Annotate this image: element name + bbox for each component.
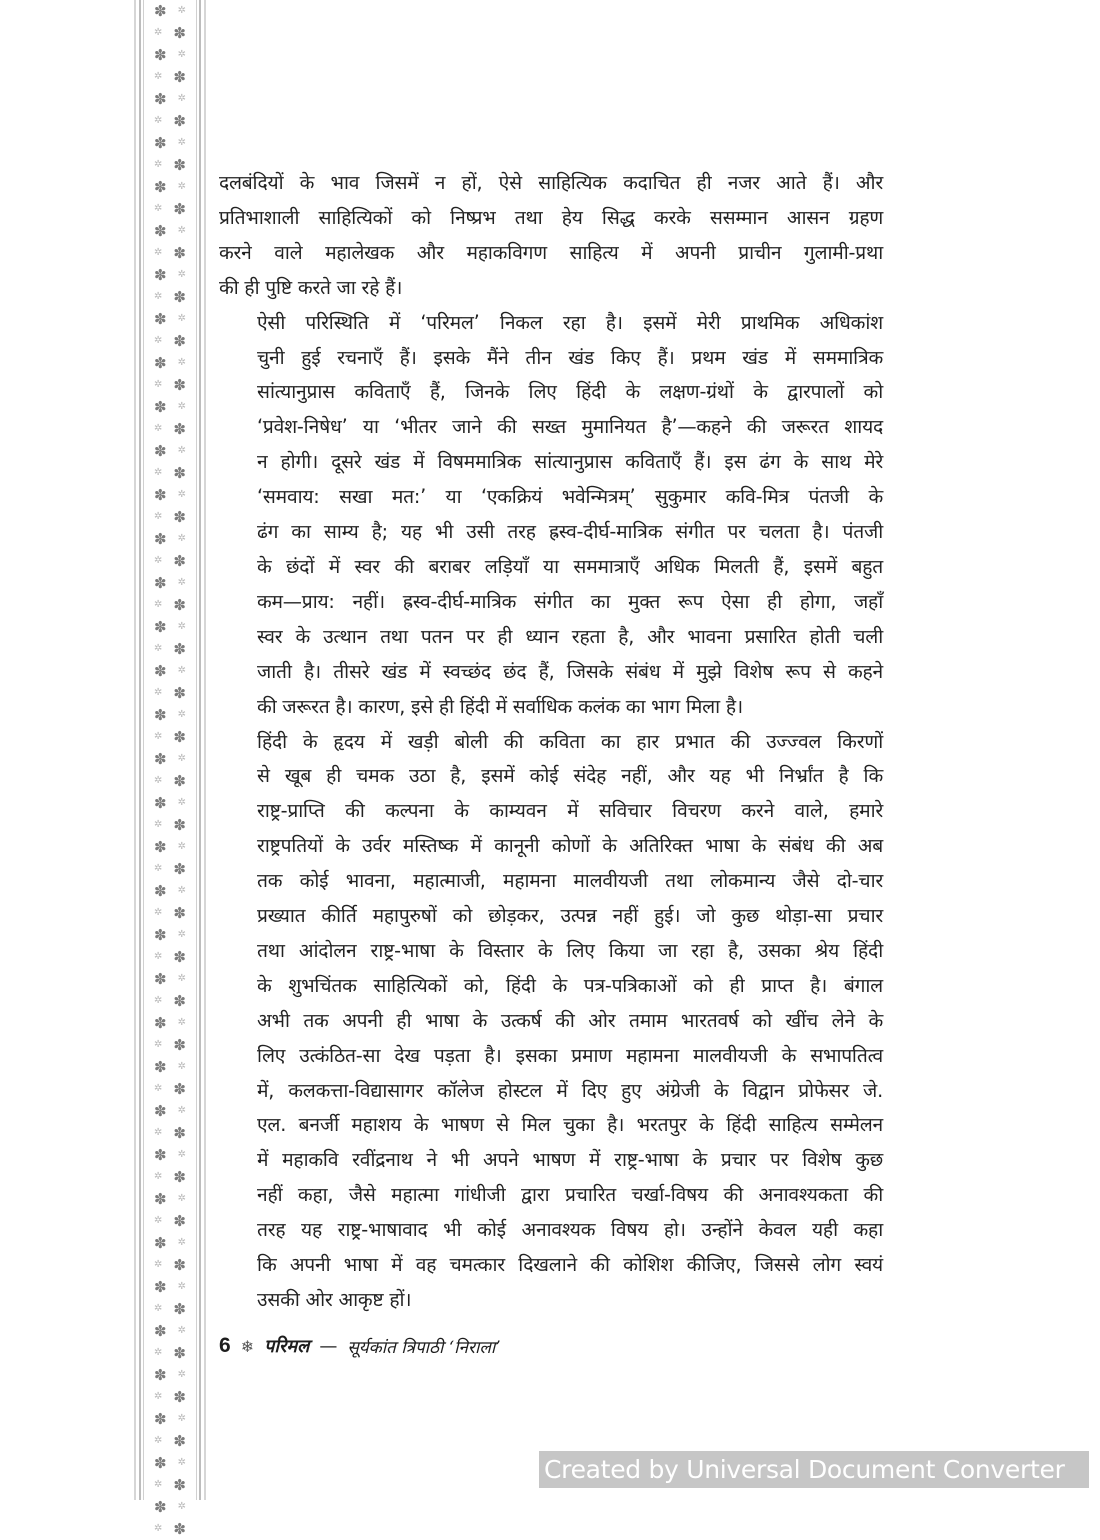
flower-ornament-icon: ✲ <box>154 1171 163 1182</box>
flower-ornament-icon: ✽ <box>173 596 186 614</box>
flower-ornament-icon: ✲ <box>154 731 163 742</box>
flower-ornament-icon: ✽ <box>173 156 186 174</box>
ornament-row <box>148 616 192 638</box>
flower-ornament-icon: ✽ <box>173 640 186 658</box>
flower-ornament-icon: ✲ <box>177 577 186 588</box>
ornament-row <box>148 704 192 726</box>
text-line: ढंग का साम्य है; यह भी उसी तरह ह्रस्व-दीर्घ-मात्रिक संगीत पर चलता है। पंतजी <box>257 520 883 544</box>
flower-ornament-icon: ✲ <box>154 511 163 522</box>
text-line: राष्ट्रपतियों के उर्वर मस्तिष्क में कानूनी कोणों के अतिरिक्त भाषा के संबंध की अब <box>257 834 883 858</box>
flower-ornament-icon: ✽ <box>154 1454 167 1472</box>
text-line: ‘समवाय: सखा मत:’ या ‘एकक्रियं भवेन्मित्रम्’ सुकुमार कवि-मित्र पंतजी के <box>257 485 883 509</box>
text-line: प्रतिभाशाली साहित्यिकों को निष्प्रभ तथा हेय सिद्ध करके ससम्मान आसन ग्रहण <box>219 205 883 229</box>
flower-ornament-icon: ✲ <box>154 203 163 214</box>
flower-ornament-icon: ✽ <box>173 1168 186 1186</box>
author-name: सूर्यकांत त्रिपाठी ‘निराला’ <box>347 1337 501 1358</box>
flower-ornament-icon: ✽ <box>154 442 167 460</box>
flower-ornament-icon: ✲ <box>177 621 186 632</box>
ornament-row <box>148 1320 192 1342</box>
text-line: तक कोई भावना, महात्माजी, महामना मालवीयजी तथा लोकमान्य जैसे दो-चार <box>257 869 883 893</box>
flower-ornament-icon: ✽ <box>173 1124 186 1142</box>
ornament-row <box>148 528 192 550</box>
flower-ornament-icon: ✽ <box>173 1256 186 1274</box>
text-line: कि अपनी भाषा में वह चमत्कार दिखलाने की कोशिश कीजिए, जिससे लोग स्वयं <box>257 1253 883 1277</box>
flower-ornament-icon: ✽ <box>154 1014 167 1032</box>
flower-ornament-icon: ✲ <box>177 181 186 192</box>
border-rule <box>143 0 144 1500</box>
flower-ornament-icon: ✽ <box>173 772 186 790</box>
flower-ornament-icon: ✲ <box>177 49 186 60</box>
flower-ornament-icon: ✽ <box>173 332 186 350</box>
text-line: के शुभचिंतक साहित्यिकों को, हिंदी के पत्र-पत्रिकाओं को ही प्राप्त है। बंगाल <box>257 973 883 997</box>
flower-ornament-icon: ✽ <box>154 1366 167 1384</box>
flower-ornament-icon: ✽ <box>154 398 167 416</box>
flower-ornament-icon: ✲ <box>154 291 163 302</box>
flower-ornament-icon: ✽ <box>154 310 167 328</box>
ornament-row <box>148 902 192 924</box>
paragraph <box>219 306 883 725</box>
text-line: में महाकवि रवींद्रनाथ ने भी अपने भाषण में राष्ट्र-भाषा के प्रचार पर विशेष कुछ <box>257 1148 883 1172</box>
flower-ornament-icon: ✽ <box>173 552 186 570</box>
converter-watermark: Created by Universal Document Converter <box>539 1451 1089 1488</box>
ornament-row <box>148 198 192 220</box>
flower-ornament-icon: ✽ <box>154 222 167 240</box>
ornament-row <box>148 1408 192 1430</box>
text-line: तरह यह राष्ट्र-भाषावाद भी कोई अनावश्यक विषय हो। उन्होंने केवल यही कहा <box>257 1218 883 1242</box>
flower-ornament-icon: ✲ <box>177 1105 186 1116</box>
flower-ornament-icon: ✽ <box>154 970 167 988</box>
flower-ornament-icon: ✲ <box>154 1039 163 1050</box>
flower-ornament-icon: ✲ <box>154 115 163 126</box>
flower-ornament-icon: ✽ <box>154 1498 167 1516</box>
flower-ornament-icon: ✲ <box>177 753 186 764</box>
ornament-row <box>148 1474 192 1496</box>
flower-ornament-icon: ✲ <box>177 709 186 720</box>
ornament-row <box>148 946 192 968</box>
text-line: हिंदी के हृदय में खड़ी बोली की कविता का हार प्रभात की उज्ज्वल किरणों <box>257 729 883 753</box>
ornament-row <box>148 0 192 22</box>
flower-ornament-icon: ✲ <box>154 1479 163 1490</box>
text-line: ‘प्रवेश-निषेध’ या ‘भीतर जाने की सख्त मुमानियत है’—कहने की जरूरत शायद <box>257 415 883 439</box>
flower-ornament-icon: ✲ <box>177 1061 186 1072</box>
flower-ornament-icon: ✲ <box>154 907 163 918</box>
flower-ornament-icon: ✲ <box>154 951 163 962</box>
ornament-row <box>148 1364 192 1386</box>
ornament-row <box>148 638 192 660</box>
border-rule <box>196 0 197 1500</box>
ornament-row <box>148 858 192 880</box>
ornament-row <box>148 682 192 704</box>
ornament-row <box>148 1232 192 1254</box>
flower-ornament-icon: ✽ <box>154 178 167 196</box>
flower-ornament-icon: ✲ <box>177 1369 186 1380</box>
flower-ornament-icon: ✽ <box>154 574 167 592</box>
text-line: के छंदों में स्वर की बराबर लड़ियाँ या सममात्राएँ अधिक मिलती हैं, इसमें बहुत <box>257 554 883 578</box>
flower-ornament-icon: ✲ <box>177 225 186 236</box>
flower-ornament-icon: ✲ <box>177 1193 186 1204</box>
flower-ornament-icon: ✲ <box>154 1303 163 1314</box>
flower-ornament-icon: ✲ <box>154 1523 163 1534</box>
ornament-row <box>148 154 192 176</box>
footer-separator: — <box>319 1335 338 1357</box>
flower-ornament-icon: ✲ <box>154 1347 163 1358</box>
ornament-row <box>148 176 192 198</box>
snowflake-ornament-icon: ❄ <box>240 1336 255 1356</box>
flower-ornament-icon: ✲ <box>154 247 163 258</box>
flower-ornament-icon: ✲ <box>177 1237 186 1248</box>
text-line: प्रख्यात कीर्ति महापुरुषों को छोड़कर, उत्पन्न नहीं हुई। जो कुछ थोड़ा-सा प्रचार <box>257 904 883 928</box>
ornament-row <box>148 880 192 902</box>
text-line: सांत्यानुप्रास कविताएँ हैं, जिनके लिए हिंदी के लक्षण-ग्रंथों के द्वारपालों को <box>257 380 883 404</box>
flower-ornament-icon: ✽ <box>173 1432 186 1450</box>
text-line: से खूब ही चमक उठा है, इसमें कोई संदेह नहीं, और यह भी निर्भ्रांत है कि <box>257 764 883 788</box>
ornament-row <box>148 506 192 528</box>
flower-ornament-icon: ✲ <box>154 335 163 346</box>
flower-ornament-icon: ✲ <box>154 687 163 698</box>
ornament-row <box>148 550 192 572</box>
flower-ornament-icon: ✲ <box>177 929 186 940</box>
flower-ornament-icon: ✽ <box>173 1300 186 1318</box>
ornament-row <box>148 88 192 110</box>
flower-ornament-icon: ✽ <box>173 244 186 262</box>
flower-ornament-icon: ✽ <box>173 1520 186 1538</box>
flower-ornament-icon: ✲ <box>177 489 186 500</box>
document-body <box>219 166 883 1318</box>
flower-ornament-icon: ✲ <box>177 973 186 984</box>
ornament-row <box>148 924 192 946</box>
ornament-row <box>148 1034 192 1056</box>
text-line: उसकी ओर आकृष्ट हों। <box>257 1288 412 1311</box>
flower-ornament-icon: ✽ <box>154 266 167 284</box>
ornament-row <box>148 1254 192 1276</box>
flower-ornament-icon: ✽ <box>173 1036 186 1054</box>
flower-ornament-icon: ✽ <box>154 2 167 20</box>
flower-ornament-icon: ✲ <box>154 467 163 478</box>
ornament-row <box>148 748 192 770</box>
flower-ornament-icon: ✽ <box>154 1234 167 1252</box>
flower-ornament-icon: ✲ <box>177 841 186 852</box>
ornament-row <box>148 484 192 506</box>
ornament-row <box>148 1012 192 1034</box>
flower-ornament-icon: ✲ <box>154 555 163 566</box>
ornament-row <box>148 22 192 44</box>
border-rule <box>139 0 141 1500</box>
flower-ornament-icon: ✲ <box>154 819 163 830</box>
flower-ornament-icon: ✲ <box>154 1127 163 1138</box>
ornament-row <box>148 726 192 748</box>
flower-ornament-icon: ✽ <box>173 1344 186 1362</box>
ornament-row <box>148 1386 192 1408</box>
flower-ornament-icon: ✲ <box>154 423 163 434</box>
text-line: एल. बनर्जी महाशय के भाषण से मिल चुका है। भरतपुर के हिंदी साहित्य सम्मेलन <box>257 1113 883 1137</box>
flower-ornament-icon: ✲ <box>177 797 186 808</box>
flower-ornament-icon: ✽ <box>154 1322 167 1340</box>
text-line: में, कलकत्ता-विद्यासागर कॉलेज होस्टल में दिए हुए अंग्रेजी के विद्वान प्रोफेसर जे. <box>257 1078 883 1102</box>
flower-ornament-icon: ✲ <box>154 995 163 1006</box>
text-line: न होगी। दूसरे खंड में विषममात्रिक सांत्यानुप्रास कविताएँ हैं। इस ढंग के साथ मेरे <box>257 450 883 474</box>
flower-ornament-icon: ✽ <box>173 904 186 922</box>
flower-ornament-icon: ✽ <box>154 1146 167 1164</box>
flower-ornament-icon: ✲ <box>177 313 186 324</box>
ornament-row <box>148 660 192 682</box>
ornament-row <box>148 1276 192 1298</box>
ornament-row <box>148 440 192 462</box>
flower-ornament-icon: ✽ <box>173 1476 186 1494</box>
text-line: जाती है। तीसरे खंड में स्वच्छंद छंद हैं, जिसके संबंध में मुझे विशेष रूप से कहने <box>257 659 883 683</box>
flower-ornament-icon: ✲ <box>177 137 186 148</box>
flower-ornament-icon: ✽ <box>173 816 186 834</box>
ornament-row <box>148 968 192 990</box>
flower-ornament-icon: ✲ <box>177 93 186 104</box>
flower-ornament-icon: ✽ <box>173 112 186 130</box>
text-line: तथा आंदोलन राष्ट्र-भाषा के विस्तार के लिए किया जा रहा है, उसका श्रेय हिंदी <box>257 938 883 962</box>
text-line: लिए उत्कंठित-सा देख पड़ता है। इसका प्रमाण महामना मालवीयजी के सभापतित्व <box>257 1043 883 1067</box>
ornament-row <box>148 286 192 308</box>
flower-ornament-icon: ✽ <box>154 1102 167 1120</box>
flower-ornament-icon: ✽ <box>154 706 167 724</box>
flower-ornament-icon: ✽ <box>173 860 186 878</box>
text-line: ऐसी परिस्थिति में ‘परिमल’ निकल रहा है। इसमें मेरी प्राथमिक अधिकांश <box>257 310 883 334</box>
flower-ornament-icon: ✽ <box>173 24 186 42</box>
flower-ornament-icon: ✲ <box>177 665 186 676</box>
flower-ornament-icon: ✽ <box>154 134 167 152</box>
text-line: नहीं कहा, जैसे महात्मा गांधीजी द्वारा प्रचारित चर्खा-विषय की अनावश्यकता की <box>257 1183 883 1207</box>
paragraph <box>219 725 883 1318</box>
flower-ornament-icon: ✽ <box>154 90 167 108</box>
flower-ornament-icon: ✽ <box>173 1212 186 1230</box>
flower-ornament-icon: ✽ <box>154 750 167 768</box>
flower-ornament-icon: ✲ <box>177 269 186 280</box>
ornament-row <box>148 1342 192 1364</box>
border-rule <box>134 0 136 1500</box>
flower-ornament-icon: ✽ <box>154 1058 167 1076</box>
flower-ornament-icon: ✽ <box>173 1388 186 1406</box>
flower-ornament-icon: ✽ <box>154 354 167 372</box>
flower-ornament-icon: ✲ <box>177 445 186 456</box>
ornament-row <box>148 374 192 396</box>
border-rule <box>199 0 201 1500</box>
flower-ornament-icon: ✽ <box>173 68 186 86</box>
flower-ornament-icon: ✲ <box>154 1083 163 1094</box>
flower-ornament-icon: ✽ <box>154 486 167 504</box>
flower-ornament-icon: ✲ <box>177 1325 186 1336</box>
book-title: परिमल <box>264 1336 310 1357</box>
ornament-row <box>148 418 192 440</box>
ornament-row <box>148 1430 192 1452</box>
flower-ornament-icon: ✽ <box>154 882 167 900</box>
flower-ornament-icon: ✲ <box>154 71 163 82</box>
paragraph <box>219 166 883 306</box>
flower-ornament-icon: ✲ <box>154 1391 163 1402</box>
flower-ornament-icon: ✲ <box>177 5 186 16</box>
flower-ornament-icon: ✽ <box>173 948 186 966</box>
flower-ornament-icon: ✲ <box>154 1215 163 1226</box>
ornament-row <box>148 1496 192 1518</box>
text-line: की जरूरत है। कारण, इसे ही हिंदी में सर्वाधिक कलंक का भाग मिला है। <box>257 694 743 718</box>
ornament-row <box>148 1166 192 1188</box>
text-line: दलबंदियों के भाव जिसमें न हों, ऐसे साहित्यिक कदाचित ही नजर आते हैं। और <box>219 171 883 194</box>
flower-ornament-icon: ✲ <box>177 533 186 544</box>
border-ornaments <box>148 0 192 1538</box>
flower-ornament-icon: ✲ <box>154 1259 163 1270</box>
ornament-row <box>148 308 192 330</box>
ornament-row <box>148 792 192 814</box>
flower-ornament-icon: ✲ <box>154 159 163 170</box>
flower-ornament-icon: ✲ <box>177 1501 186 1512</box>
flower-ornament-icon: ✽ <box>173 464 186 482</box>
flower-ornament-icon: ✽ <box>173 288 186 306</box>
flower-ornament-icon: ✽ <box>154 46 167 64</box>
flower-ornament-icon: ✽ <box>154 926 167 944</box>
ornament-row <box>148 330 192 352</box>
flower-ornament-icon: ✲ <box>177 1017 186 1028</box>
decorative-border <box>134 0 206 1538</box>
flower-ornament-icon: ✽ <box>154 794 167 812</box>
flower-ornament-icon: ✲ <box>177 1457 186 1468</box>
ornament-row <box>148 770 192 792</box>
flower-ornament-icon: ✲ <box>154 27 163 38</box>
flower-ornament-icon: ✽ <box>173 1080 186 1098</box>
ornament-row <box>148 1210 192 1232</box>
flower-ornament-icon: ✽ <box>173 508 186 526</box>
ornament-row <box>148 990 192 1012</box>
ornament-row <box>148 1122 192 1144</box>
flower-ornament-icon: ✽ <box>154 530 167 548</box>
ornament-row <box>148 110 192 132</box>
text-line: कम—प्राय: नहीं। ह्रस्व-दीर्घ-मात्रिक संगीत का मुक्त रूप ऐसा ही होगा, जहाँ <box>257 589 883 613</box>
flower-ornament-icon: ✽ <box>154 618 167 636</box>
flower-ornament-icon: ✽ <box>173 728 186 746</box>
text-line: अभी तक अपनी ही भाषा के उत्कर्ष की ओर तमाम भारतवर्ष को खींच लेने के <box>257 1008 883 1032</box>
flower-ornament-icon: ✽ <box>173 420 186 438</box>
text-line: की ही पुष्टि करते जा रहे हैं। <box>219 275 403 299</box>
ornament-row <box>148 1078 192 1100</box>
flower-ornament-icon: ✲ <box>177 401 186 412</box>
flower-ornament-icon: ✲ <box>177 1149 186 1160</box>
ornament-row <box>148 572 192 594</box>
ornament-row <box>148 242 192 264</box>
flower-ornament-icon: ✲ <box>154 863 163 874</box>
ornament-row <box>148 814 192 836</box>
ornament-row <box>148 836 192 858</box>
flower-ornament-icon: ✽ <box>154 838 167 856</box>
flower-ornament-icon: ✲ <box>177 1413 186 1424</box>
ornament-row <box>148 1188 192 1210</box>
flower-ornament-icon: ✽ <box>173 200 186 218</box>
ornament-row <box>148 220 192 242</box>
ornament-row <box>148 1298 192 1320</box>
border-rule <box>204 0 206 1500</box>
flower-ornament-icon: ✲ <box>177 357 186 368</box>
flower-ornament-icon: ✽ <box>173 376 186 394</box>
flower-ornament-icon: ✽ <box>154 1278 167 1296</box>
ornament-row <box>148 352 192 374</box>
page-number: 6 <box>219 1334 231 1357</box>
flower-ornament-icon: ✽ <box>154 662 167 680</box>
ornament-row <box>148 264 192 286</box>
flower-ornament-icon: ✲ <box>154 599 163 610</box>
text-line: चुनी हुई रचनाएँ हैं। इसके मैंने तीन खंड किए हैं। प्रथम खंड में सममात्रिक <box>257 345 883 369</box>
ornament-row <box>148 1452 192 1474</box>
ornament-row <box>148 462 192 484</box>
flower-ornament-icon: ✽ <box>173 684 186 702</box>
flower-ornament-icon: ✲ <box>177 1281 186 1292</box>
flower-ornament-icon: ✲ <box>177 885 186 896</box>
ornament-row <box>148 1144 192 1166</box>
ornament-row <box>148 1518 192 1540</box>
ornament-row <box>148 594 192 616</box>
flower-ornament-icon: ✽ <box>154 1190 167 1208</box>
flower-ornament-icon: ✲ <box>154 1435 163 1446</box>
text-line: राष्ट्र-प्राप्ति की कल्पना के काम्यवन में सविचार विचरण करने वाले, हमारे <box>257 799 883 823</box>
flower-ornament-icon: ✽ <box>173 992 186 1010</box>
ornament-row <box>148 396 192 418</box>
flower-ornament-icon: ✲ <box>154 379 163 390</box>
ornament-row <box>148 132 192 154</box>
text-line: स्वर के उत्थान तथा पतन पर ही ध्यान रहता है, और भावना प्रसारित होती चली <box>257 624 883 648</box>
ornament-row <box>148 1100 192 1122</box>
ornament-row <box>148 1056 192 1078</box>
flower-ornament-icon: ✽ <box>154 1410 167 1428</box>
ornament-row <box>148 44 192 66</box>
page-footer <box>219 1334 501 1358</box>
text-line: करने वाले महालेखक और महाकविगण साहित्य में अपनी प्राचीन गुलामी-प्रथा <box>219 240 883 264</box>
flower-ornament-icon: ✲ <box>154 643 163 654</box>
flower-ornament-icon: ✲ <box>154 775 163 786</box>
ornament-row <box>148 66 192 88</box>
